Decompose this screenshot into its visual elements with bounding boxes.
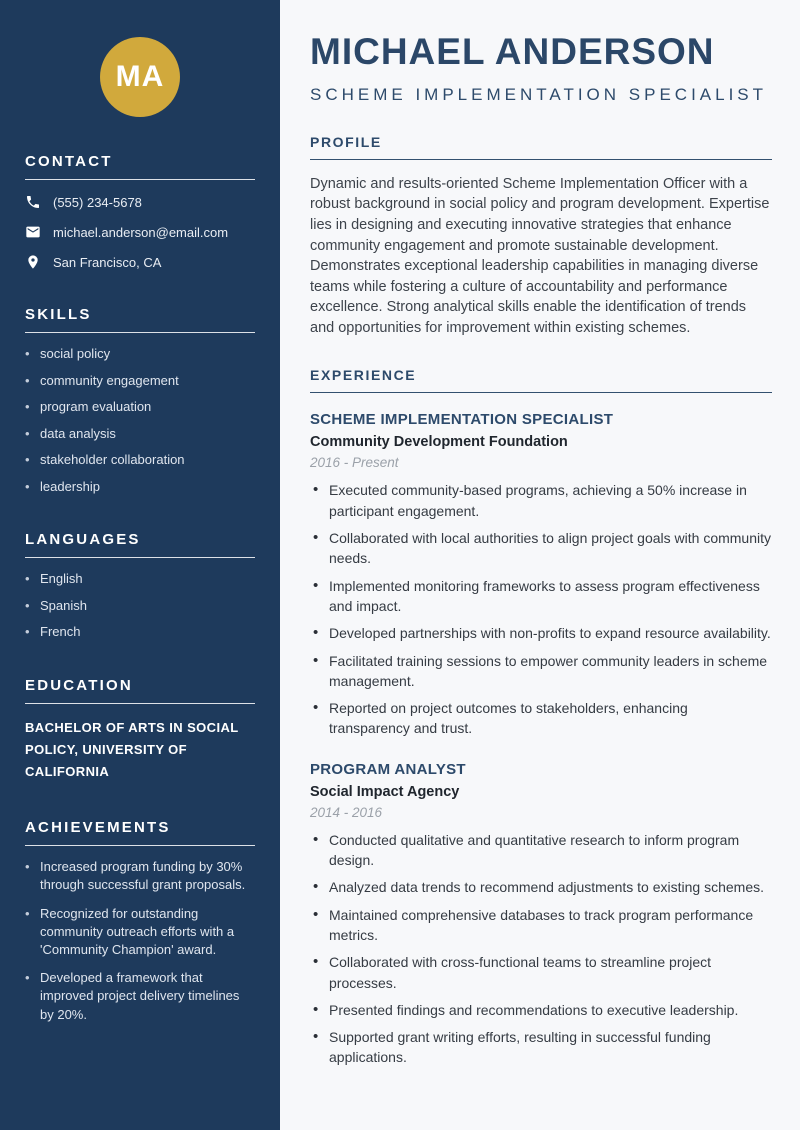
contact-section (25, 153, 255, 270)
languages-section (25, 531, 255, 641)
contact-row-phone (25, 194, 255, 210)
avatar-initials: MA (115, 60, 165, 93)
person-name: MICHAEL ANDERSON (310, 31, 715, 72)
experience-heading: EXPERIENCE (310, 367, 772, 393)
job-company: Community Development Foundation (310, 434, 568, 451)
job-company: Social Impact Agency (310, 783, 460, 800)
contact-email-text: michael.anderson@email.com (53, 224, 229, 240)
location-icon (25, 254, 41, 270)
language-item: • French (25, 623, 255, 641)
experience-bullet: • Maintained comprehensive databases to track program performance metrics. (310, 905, 772, 946)
language-item: • English (25, 570, 255, 588)
skills-list (25, 345, 255, 495)
profile-text: Dynamic and results-oriented Scheme Implementation Officer with a robust background in social policy and program development. Expertise lies in designing and executing innovative strategies that enhance community engagement and promote sustainable development. Demonstrates exceptional leadership capabilities in managing diverse teams while fostering a culture of accountability and performance excellence. Strong analytical skills enable the identification of trends and opportunities for improvement within existing schemes. (310, 175, 770, 336)
contact-phone-text: (555) 234-5678 (53, 194, 142, 210)
job-dates: 2014 - 2016 (310, 804, 383, 820)
phone-icon (25, 194, 41, 210)
experience-bullet: • Analyzed data trends to recommend adjustments to existing schemes. (310, 877, 772, 897)
education-degree: BACHELOR OF ARTS IN SOCIAL POLICY, UNIVERSITY OF CALIFORNIA (25, 719, 239, 780)
experience-bullet: • Collaborated with local authorities to align project goals with community needs. (310, 528, 772, 569)
achievement-item: • Developed a framework that improved project delivery timelines by 20%. (25, 969, 255, 1024)
skill-item: • data analysis (25, 425, 255, 443)
skill-item: • stakeholder collaboration (25, 451, 255, 469)
experience-job-2 (310, 761, 772, 1068)
languages-heading: LANGUAGES (25, 531, 255, 558)
achievement-item: • Recognized for outstanding community outreach efforts with a 'Community Champion' award. (25, 905, 255, 960)
education-section (25, 677, 255, 783)
experience-bullet: • Conducted qualitative and quantitative research to inform program design. (310, 830, 772, 871)
experience-bullet: • Supported grant writing efforts, resulting in successful funding applications. (310, 1027, 772, 1068)
job-dates: 2016 - Present (310, 455, 399, 471)
achievements-list (25, 858, 255, 1024)
experience-bullet: • Presented findings and recommendations to executive leadership. (310, 1000, 772, 1020)
language-item: • Spanish (25, 597, 255, 615)
achievement-item: • Increased program funding by 30% through successful grant proposals. (25, 858, 255, 894)
profile-section (310, 134, 772, 339)
experience-bullet: • Executed community-based programs, achieving a 50% increase in participant engagement. (310, 480, 772, 521)
experience-bullet: • Facilitated training sessions to empower community leaders in scheme management. (310, 651, 772, 692)
skill-item: • social policy (25, 345, 255, 363)
skill-item: • community engagement (25, 372, 255, 390)
contact-heading: CONTACT (25, 153, 255, 180)
education-heading: EDUCATION (25, 677, 255, 704)
contact-list (25, 194, 255, 270)
job-bullets (310, 830, 772, 1068)
achievements-heading: ACHIEVEMENTS (25, 819, 255, 846)
experience-job-1 (310, 411, 772, 738)
skill-item: • program evaluation (25, 398, 255, 416)
sidebar (0, 0, 280, 1130)
person-job-title: SCHEME IMPLEMENTATION SPECIALIST (310, 84, 768, 104)
main-content (280, 0, 800, 1130)
skills-section (25, 306, 255, 495)
experience-section (310, 367, 772, 1067)
job-title: SCHEME IMPLEMENTATION SPECIALIST (310, 411, 614, 429)
achievements-section (25, 819, 255, 1024)
experience-bullet: • Reported on project outcomes to stakeholders, enhancing transparency and trust. (310, 698, 772, 739)
contact-location-text: San Francisco, CA (53, 254, 162, 270)
job-title: PROGRAM ANALYST (310, 760, 466, 778)
email-icon (25, 224, 41, 240)
job-bullets (310, 480, 772, 738)
skill-item: • leadership (25, 478, 255, 496)
skills-heading: SKILLS (25, 306, 255, 333)
contact-row-email (25, 224, 255, 240)
languages-list (25, 570, 255, 641)
contact-row-location (25, 254, 255, 270)
experience-bullet: • Collaborated with cross-functional teams to streamline project processes. (310, 952, 772, 993)
profile-heading: PROFILE (310, 134, 772, 160)
experience-bullet: • Developed partnerships with non-profits to expand resource availability. (310, 623, 772, 643)
avatar (100, 37, 180, 117)
experience-bullet: • Implemented monitoring frameworks to assess program effectiveness and impact. (310, 576, 772, 617)
